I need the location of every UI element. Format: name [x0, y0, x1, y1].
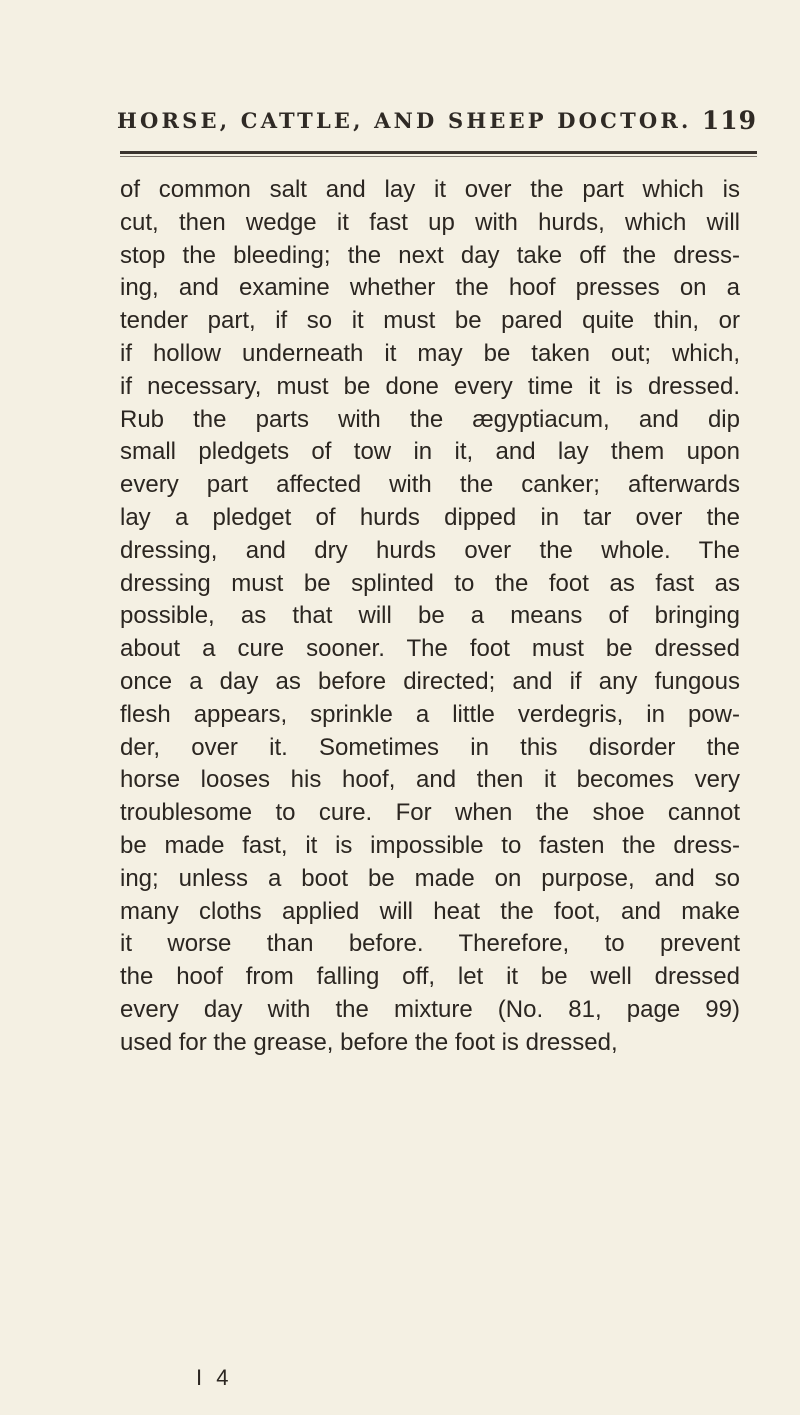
text-line: about a cure sooner. The foot must be dressed: [120, 635, 740, 663]
signature-mark: I 4: [196, 1365, 233, 1390]
text-line: be made fast, it is impossible to fasten the dress-: [120, 831, 740, 859]
text-line: stop the bleeding; the next day take off the dress-: [120, 241, 740, 269]
running-head-title: HORSE, CATTLE, AND SHEEP DOCTOR.: [117, 108, 692, 133]
header-rule: [120, 151, 757, 154]
text-line: used for the grease, before the foot is dressed,: [120, 1028, 618, 1056]
text-line: it worse than before. Therefore, to prevent: [120, 930, 740, 958]
text-line: dressing, and dry hurds over the whole. The: [120, 536, 740, 564]
header-rule-thin: [120, 156, 757, 157]
text-line: ing; unless a boot be made on purpose, and so: [120, 864, 740, 892]
text-line: horse looses his hoof, and then it becomes very: [120, 766, 740, 794]
text-line: every day with the mixture (No. 81, page 99): [120, 995, 740, 1023]
text-line: many cloths applied will heat the foot, and make: [120, 897, 740, 925]
body-text: [120, 174, 740, 1060]
text-line: once a day as before directed; and if any fungous: [120, 667, 740, 695]
text-line: if necessary, must be done every time it is dressed.: [120, 372, 740, 400]
text-line: possible, as that will be a means of bringing: [120, 602, 740, 630]
text-line: every part affected with the canker; afterwards: [120, 471, 740, 499]
text-line: der, over it. Sometimes in this disorder the: [120, 733, 740, 761]
text-line: ing, and examine whether the hoof presses on a: [120, 274, 740, 302]
text-line: the hoof from falling off, let it be well dressed: [120, 963, 740, 991]
text-line: troublesome to cure. For when the shoe cannot: [120, 799, 740, 827]
page-number: 119: [701, 106, 757, 135]
text-line: lay a pledget of hurds dipped in tar over the: [120, 503, 740, 531]
text-line: Rub the parts with the ægyptiacum, and dip: [120, 405, 740, 433]
text-line: small pledgets of tow in it, and lay them upon: [120, 438, 740, 466]
text-line: if hollow underneath it may be taken out; which,: [120, 339, 740, 367]
text-line: flesh appears, sprinkle a little verdegris, in pow-: [120, 700, 740, 728]
text-line: tender part, if so it must be pared quite thin, or: [120, 307, 740, 335]
running-head: [117, 108, 757, 142]
text-line: dressing must be splinted to the foot as fast as: [120, 569, 740, 597]
text-line: cut, then wedge it fast up with hurds, which will: [120, 208, 740, 236]
text-line: of common salt and lay it over the part which is: [120, 176, 740, 203]
